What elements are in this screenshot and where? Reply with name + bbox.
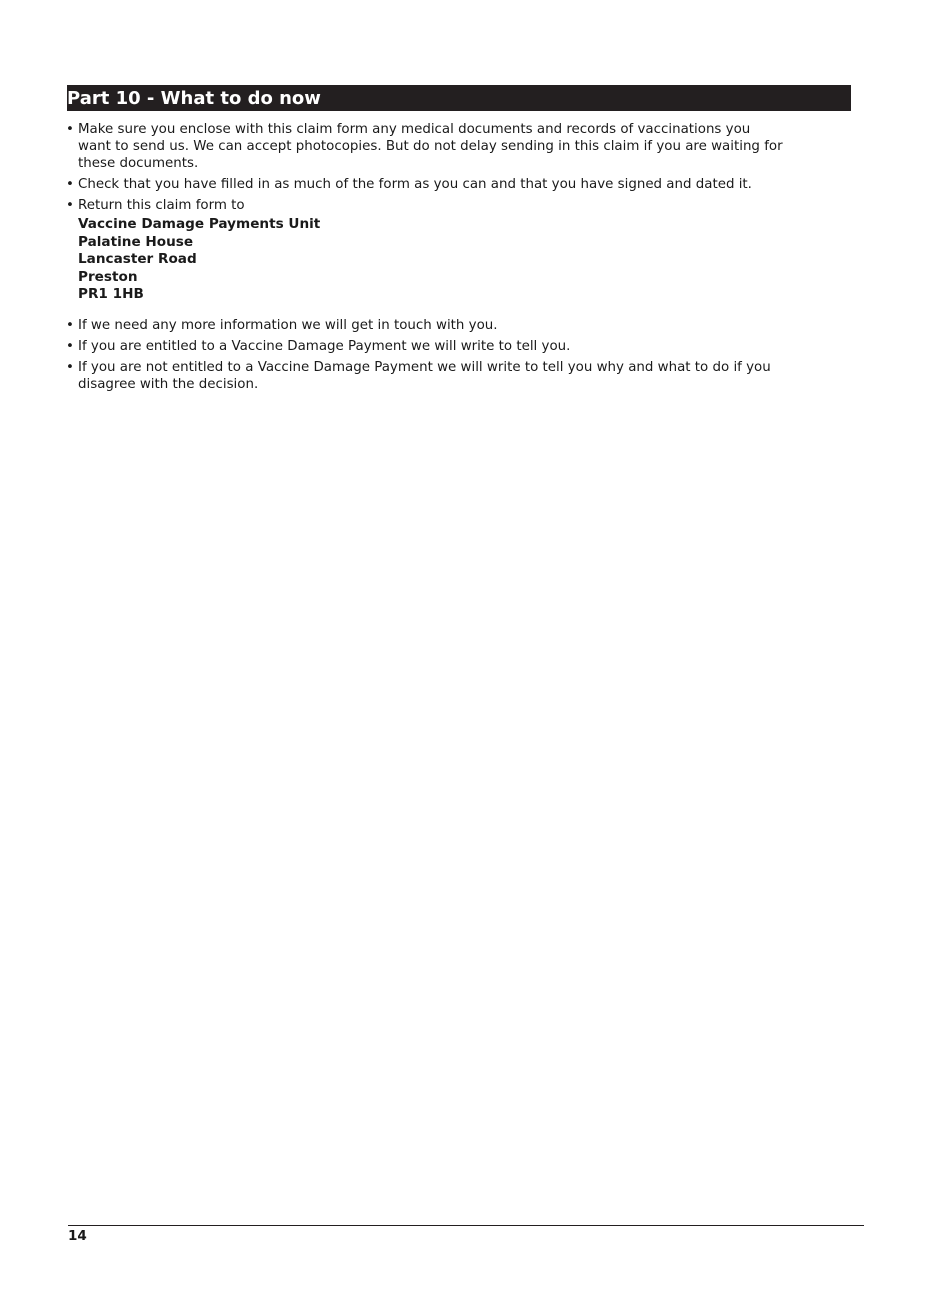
list-item-text: If we need any more information we will get in touch with you.: [78, 317, 498, 333]
instructions-content: [66, 121, 786, 397]
address-line-unit: Vaccine Damage Payments Unit: [78, 216, 321, 232]
bullet-icon: •: [66, 359, 74, 375]
address-line-postcode: PR1 1HB: [78, 286, 144, 302]
bullet-icon: •: [66, 317, 74, 333]
address-line-town: Preston: [78, 268, 138, 285]
bullet-icon: •: [66, 122, 74, 137]
page-number: 14: [68, 1228, 87, 1244]
list-item-text: If you are not entitled to a Vaccine Damage Payment we will write to tell you why and what to do if you disagree with the decision.: [78, 359, 771, 392]
bullet-icon: •: [66, 338, 74, 354]
list-item-not-entitled: [66, 359, 786, 393]
list-item-return-form: [66, 197, 786, 214]
list-item-enclose-documents: [66, 121, 786, 172]
section-title: Part 10 - What to do now: [67, 85, 851, 111]
bullet-icon: •: [66, 198, 74, 213]
address-line-building: Palatine House: [78, 233, 194, 250]
list-item-text: Make sure you enclose with this claim form any medical documents and records of vaccinations you want to send us. We can accept photocopies. But do not delay sending in this claim if you are waiting for these documents.: [78, 122, 783, 171]
list-item-check-form: [66, 176, 786, 193]
bullet-icon: •: [66, 177, 74, 192]
address-line-street: Lancaster Road: [78, 251, 197, 267]
footer-divider: [68, 1225, 864, 1226]
list-item-more-information: [66, 317, 786, 334]
return-address: [78, 216, 786, 304]
list-item-text: If you are entitled to a Vaccine Damage Payment we will write to tell you.: [78, 338, 571, 354]
list-item-text: Return this claim form to: [78, 198, 245, 213]
list-item-text: Check that you have filled in as much of the form as you can and that you have signed and dated it.: [78, 177, 752, 192]
list-item-entitled: [66, 338, 786, 355]
